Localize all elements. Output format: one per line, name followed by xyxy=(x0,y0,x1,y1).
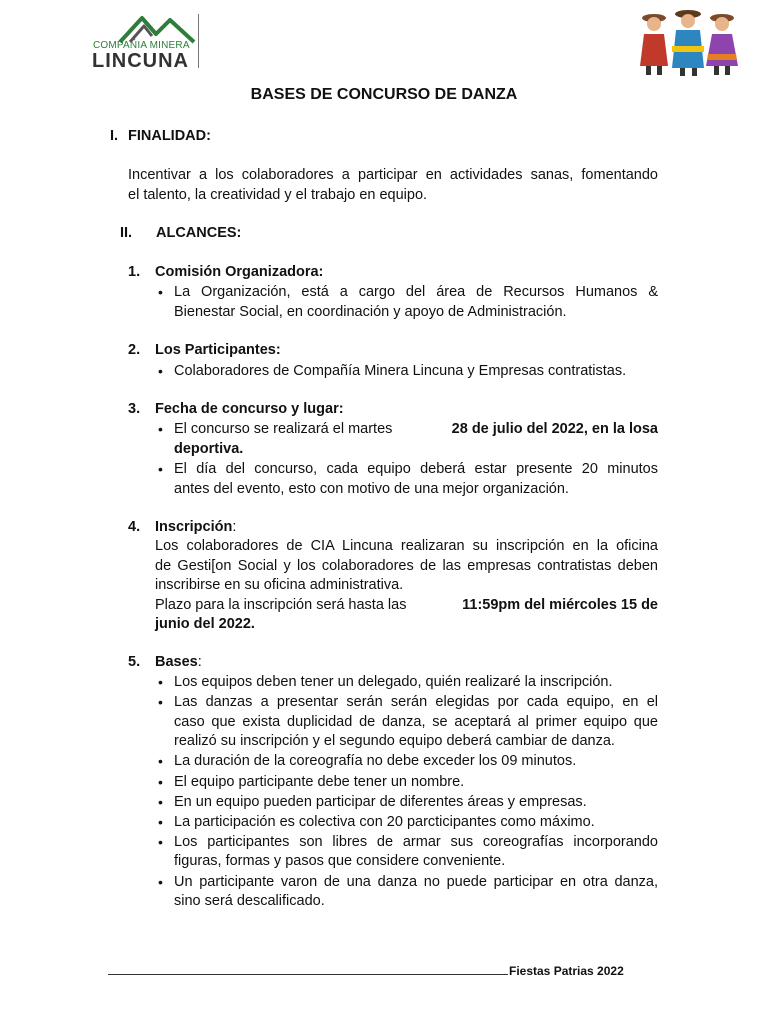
document-title: BASES DE CONCURSO DE DANZA xyxy=(250,86,518,103)
item-3-bullet-2-line-2: antes del evento, esto con motivo de una mejor organización. xyxy=(174,481,569,497)
item-5-bullet-7-line-1: Los participantes son libres de armar sus coreografías incorporando xyxy=(174,834,658,850)
bullet: • xyxy=(158,421,163,437)
item-5-bullet-8-line-1: Un participante varon de una danza no puede participar en otra danza, xyxy=(174,874,658,890)
item-3-bullet-1-line-1 xyxy=(174,420,658,440)
item-1-bullet-line-2: Bienestar Social, en coordinación y apoyo de Administración. xyxy=(174,304,567,320)
item-2-bullet: Colaboradores de Compañía Minera Lincuna y Empresas contratistas. xyxy=(174,363,627,379)
item-3-bullet-2-line-1: El día del concurso, cada equipo deberá estar presente 20 minutos xyxy=(174,461,658,477)
item-4-line-2: de Gesti[on Social y los colaboradores de las empresas contratistas deben xyxy=(155,558,658,574)
item-4-deadline-text: Plazo para la inscripción será hasta las xyxy=(155,597,407,613)
child-figure-2 xyxy=(672,10,704,76)
item-5-number: 5. xyxy=(128,654,141,670)
section-2-heading: ALCANCES: xyxy=(156,225,242,241)
bullet: • xyxy=(158,753,163,769)
item-4-heading-row xyxy=(155,518,236,538)
bullet: • xyxy=(158,363,163,379)
item-5-heading-row xyxy=(155,653,202,673)
child-figure-1 xyxy=(640,14,668,75)
item-3-bullet-1-text: El concurso se realizará el martes xyxy=(174,421,393,437)
item-1-heading: Comisión Organizadora: xyxy=(155,264,324,280)
item-5-bullet-7-line-2: figuras, formas y pasos que considere conveniente. xyxy=(174,853,506,869)
item-4-deadline-time: 11:59pm del miércoles 15 de xyxy=(462,597,658,613)
bullet: • xyxy=(158,694,163,710)
bullet: • xyxy=(158,814,163,830)
item-5-bullet-2-line-3: realizó su inscripción y el segundo equipo deberá cambiar de danza. xyxy=(174,733,615,749)
bullet: • xyxy=(158,461,163,477)
item-1-bullet-line-1: La Organización, está a cargo del área de Recursos Humanos & xyxy=(174,284,658,300)
item-5-colon: : xyxy=(197,654,202,670)
item-4-number: 4. xyxy=(128,519,141,535)
logo-name: LINCUNA xyxy=(92,50,189,72)
item-5-bullet-8-line-2: sino será descalificado. xyxy=(174,893,325,909)
item-5-bullet-5: En un equipo pueden participar de diferentes áreas y empresas. xyxy=(174,794,587,810)
item-4-line-5: junio del 2022. xyxy=(155,616,255,632)
item-3-heading: Fecha de concurso y lugar: xyxy=(155,401,344,417)
footer-rule xyxy=(108,974,508,975)
section-1-numeral: I. xyxy=(110,128,119,144)
item-5-bullet-2-line-1: Las danzas a presentar serán serán elegidas por cada equipo, en el xyxy=(174,694,658,710)
item-4-heading: Inscripción xyxy=(155,519,233,535)
item-5-bullet-3: La duración de la coreografía no debe exceder los 09 minutos. xyxy=(174,753,577,769)
bullet: • xyxy=(158,834,163,850)
bullet: • xyxy=(158,674,163,690)
section-2-numeral: II. xyxy=(120,225,133,241)
bullet: • xyxy=(158,794,163,810)
item-5-bullet-6: La participación es colectiva con 20 parcticipantes como máximo. xyxy=(174,814,595,830)
item-4-line-3: inscribirse en su oficina administrativa. xyxy=(155,577,404,593)
bullet: • xyxy=(158,774,163,790)
item-3-bullet-1-line-2: deportiva. xyxy=(174,441,244,457)
item-3-bullet-1-date: 28 de julio del 2022, en la losa xyxy=(451,421,658,437)
bullet: • xyxy=(158,874,163,890)
item-5-bullet-2-line-2: caso que exista duplicidad de danza, se aceptará al primer equipo que xyxy=(174,714,658,730)
logo-divider xyxy=(198,14,199,68)
children-costume-illustration xyxy=(636,6,742,78)
item-5-heading: Bases xyxy=(155,654,198,670)
logo-subtitle: COMPAÑIA MINERA xyxy=(93,40,190,51)
section-1-body-line-2: el talento, la creatividad y el trabajo en equipo. xyxy=(128,187,428,203)
footer-text: Fiestas Patrias 2022 xyxy=(509,964,624,978)
item-4-line-4 xyxy=(155,596,658,616)
child-figure-3 xyxy=(706,14,738,75)
section-1-body-line-1: Incentivar a los colaboradores a participar en actividades sanas, fomentando xyxy=(128,167,658,183)
company-logo xyxy=(90,12,202,70)
item-2-heading: Los Participantes: xyxy=(155,342,281,358)
item-5-bullet-1: Los equipos deben tener un delegado, quién realizaré la inscripción. xyxy=(174,674,613,690)
item-4-colon: : xyxy=(232,519,237,535)
item-2-number: 2. xyxy=(128,342,141,358)
section-1-heading: FINALIDAD: xyxy=(128,128,211,144)
bullet: • xyxy=(158,284,163,300)
item-1-number: 1. xyxy=(128,264,141,280)
item-5-bullet-4: El equipo participante debe tener un nombre. xyxy=(174,774,465,790)
item-4-line-1: Los colaboradores de CIA Lincuna realizaran su inscripción en la oficina xyxy=(155,538,658,554)
item-3-number: 3. xyxy=(128,401,141,417)
